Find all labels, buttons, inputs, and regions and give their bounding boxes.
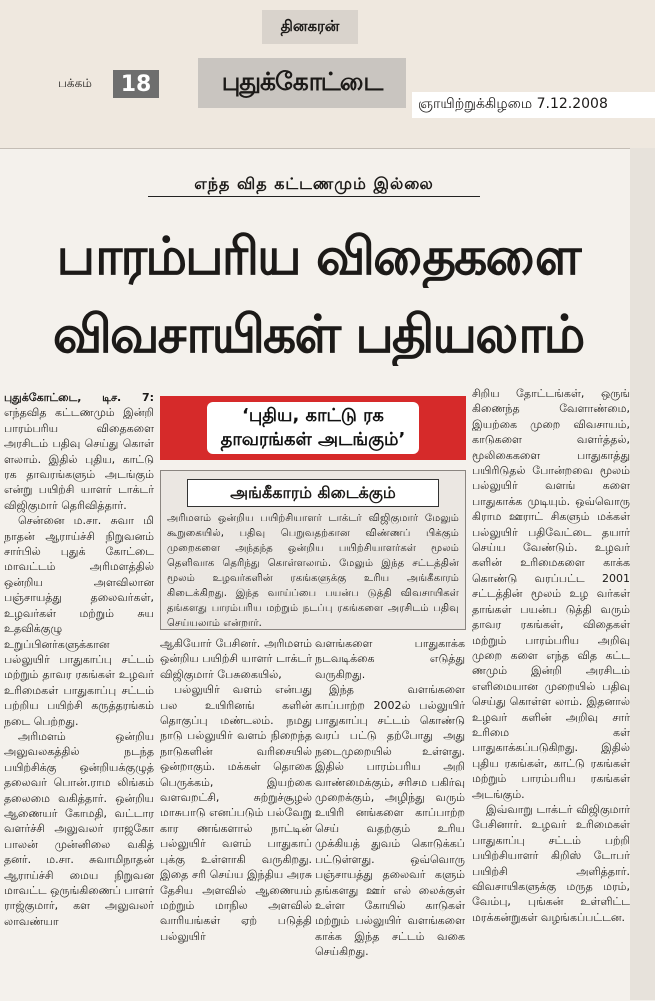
column-4-paragraph-1: சிறிய தோட்டங்கள், ஒருங் கிணைந்த வேளாண்மை, இயற்கை முறை விவசாயம், காடுகளை வளர்த்தல், மூலிகைகளை பாதுகாத்து பயிரிடுதல் போன்றவை மூலம் பல்லுயிர் வளங் களை பாதுகாக்க முடியும். ஒவ்வொரு கிராம ஊராட் சிகளும் மக்கள் பல்லுயிர் பதிவேட்டை தயார் செய்ய வேண்டும். உழவர் களின் உரிமைகளை காக்க கொண்டு வரப்பட்ட 2001 சட்டத்தின் மூலம் உழ வர்கள் தாங்கள் பயன்ப டுத்தி வரும் தாவர ரகங்கள், விதைகள் மற்றும் பாரம்பரிய அறிவு முறை களை எந்த வித கட்ட ணமும் இன்றி அரசிடம் எளிமையான முறையில் பதிவு செய்து கொள்ள லாம். இதனால் உழவர் களின் அறிவு சார் உரிமை கள் பாதுகாக்கப்படுகிறது. இதில் புதிய ரகங்கள், காட்டு ரகங்கள் மற்றும் பாரம்பரிய ரகங்கள் அடங்கும். bbox=[472, 387, 630, 801]
column-1-paragraph-3: அரிமளம் ஒன்றிய அலுவலகத்தில் நடந்த பயிற்சிக்கு ஒன்றியக்குழுத் தலைவர் பொன்.ராம லிங்கம் தலைமை வகித்தார். ஒன்றிய ஆணையர் கோமதி, வட்டார வளர்ச்சி அலுவலர் ராஜகோ பாலன் முன்னிலை வகித் தனர். ம.சா. சுவாமிநாதன் ஆராய்ச்சி மைய நிறுவன மாவட்ட ஒருங்கிணைப் பாளர் ராஜ்குமார், கள அலுவலர் லாவண்யா bbox=[4, 729, 154, 928]
highlight-quote bbox=[207, 402, 420, 454]
column-3 bbox=[315, 636, 465, 960]
column-2 bbox=[160, 636, 312, 944]
article-dateline: புதுக்கோட்டை, டிச. 7: bbox=[4, 391, 154, 404]
highlight-line-2: தாவரங்கள் அடங்கும்’ bbox=[220, 429, 406, 450]
sidebar-text: அரிமளம் ஒன்றிய பயிற்சியாளர் டாக்டர் விஜிகுமார் மேலும் கூறுகையில், பதிவு பெறுவதற்கான விண்ணப் பிக்கும் முறைகளை அந்தந்த ஒன்றிய பயிற்சியாளர்கள் மூலம் தெளிவாக தெரிந்து கொள்ளலாம். மேலும் இந்த சட்டத்தின் மூலம் உழவர்களின் ரகங்களுக்கு உரிய அங்கீகாரம் கிடைக்கிறது. இந்த வாய்ப்பை பயன்ப டுத்தி விவசாயிகள் தங்களது பாரம்பரிய மற்றும் நடப்பு ரகங்களை அரசிடம் பதிவு செய்யலாம் என்றார். bbox=[167, 513, 459, 629]
page-label: பக்கம் bbox=[58, 76, 92, 90]
article-kicker: எந்த வித கட்டணமும் இல்லை bbox=[148, 172, 480, 197]
district-banner: புதுக்கோட்டை bbox=[198, 58, 406, 108]
column-2-paragraph-2: பல்லுயிர் வளம் என்பது பல உயிரினங் களின் தொகுப்பு மண்டலம். நமது நாடு பல்லுயிர் வளம் நிறைந்த நாடுகளின் வரிசையில் ஒன்றாகும். மக்கள் தொகை பெருக்கம், இயற்கை வளவறட்சி, சுற்றுச்சூழல் மாசுபாடு எனப்படும் பல்வேறு கார ணங்களால் நாட்டின் பல்லுயிர் வளம் பாதுகாப் புக்கு உள்ளாகி வருகிறது. இதை சரி செய்ய இந்திய அரசு தேசிய அளவில் ஆணையம் மற்றும் மாநில அளவில் வாரியங்கள் ஏற் படுத்தி பல்லுயிர் bbox=[160, 683, 312, 943]
highlight-box bbox=[160, 396, 466, 460]
headline-line-1: பாரம்பரிய விதைகளை bbox=[56, 227, 580, 287]
column-4-paragraph-2: இவ்வாறு டாக்டர் விஜிகுமார் பேசினார். உழவர் உரிமைகள் பாதுகாப்பு சட்டம் பற்றி பயிற்சியாளர் கிறிஸ் டோபர் பயிற்சி அளித்தார். விவசாயிகளுக்கு மருத மரம், வேம்பு, புங்கன் உள்ளிட்ட மரக்கன்றுகள் வழங்கப்பட்டன. bbox=[472, 802, 630, 924]
column-4 bbox=[472, 386, 630, 925]
sidebar-heading: அங்கீகாரம் கிடைக்கும் bbox=[187, 479, 439, 507]
highlight-line-1: ‘புதிய, காட்டு ரக bbox=[242, 405, 384, 426]
column-1-paragraph-2: சென்னை ம.சா. சுவா மி நாதன் ஆராய்ச்சி நிறுவனம் சார்பில் புதுக் கோட்டை மாவட்டம் அரிமளத்தில் ஒன்றிய அளவிலான பஞ்சாயத்து தலைவர்கள், உழவர்கள் மற்றும் சுய உதவிக்குழு உறுப்பினர்களுக்கான பல்லுயிர் பாதுகாப்பு சட்டம் மற்றும் தாவர ரகங்கள் உழவர் உரிமைகள் பாதுகாப்பு சட்டம் பற்றிய பயிற்சி கருத்தரங்கம் நடை பெற்றது. bbox=[4, 514, 154, 728]
headline-line-2: விவசாயிகள் பதியலாம் bbox=[52, 305, 584, 365]
column-1-paragraph-1: எந்தவித கட்டணமும் இன்றி பாரம்பரிய விதைகளை அரசிடம் பதிவு செய்து கொள் ளலாம். இதில் புதிய, காட்டு ரக தாவரங்களும் அடங்கும் என்று பயிற்சி யாளர் டாக்டர் விஜிகுமார் தெரிவித்தார். bbox=[4, 406, 154, 512]
sidebar-box bbox=[160, 470, 466, 630]
adjacent-article-edge bbox=[630, 148, 655, 1000]
page-number: 18 bbox=[113, 70, 159, 98]
column-1 bbox=[4, 390, 154, 929]
column-2-paragraph-1: ஆகியோர் பேசினர். அரிமளம் ஒன்றிய பயிற்சி யாளர் டாக்டர் விஜிகுமார் பேசுகையில், bbox=[160, 637, 312, 681]
column-3-paragraph-2: இந்த வளங்களை காப்பாற்ற 2002ல் பல்லுயிர் பாதுகாப்பு சட்டம் கொண்டு வரப் பட்டு தற்போது அது நடைமுறையில் உள்ளது. இதில் பாரம்பரிய அறி வாண்மைக்கும், சரிசம பகிர்வு முறைக்கும், அழிந்து வரும் உயிரி னங்களை காப்பாற்ற செய் வதற்கும் உரிய முக்கியத் துவம் கொடுக்கப் பட்டுள்ளது. ஒவ்வொரு பஞ்சாயத்து தலைவர் களும் தங்களது ஊர் எல் லைக்குள் உள்ள கோயில் காடுகள் மற்றும் பல்லுயிர் வளங்களை காக்க இந்த சட்டம் வகை செய்கிறது. bbox=[315, 683, 465, 959]
column-3-paragraph-1: வளங்களை பாதுகாக்க நடவடிக்கை எடுத்து வருகிறது. bbox=[315, 637, 465, 681]
edition-date: ஞாயிற்றுக்கிழமை 7.12.2008 bbox=[412, 92, 655, 118]
newspaper-masthead: தினகரன் bbox=[262, 10, 358, 44]
